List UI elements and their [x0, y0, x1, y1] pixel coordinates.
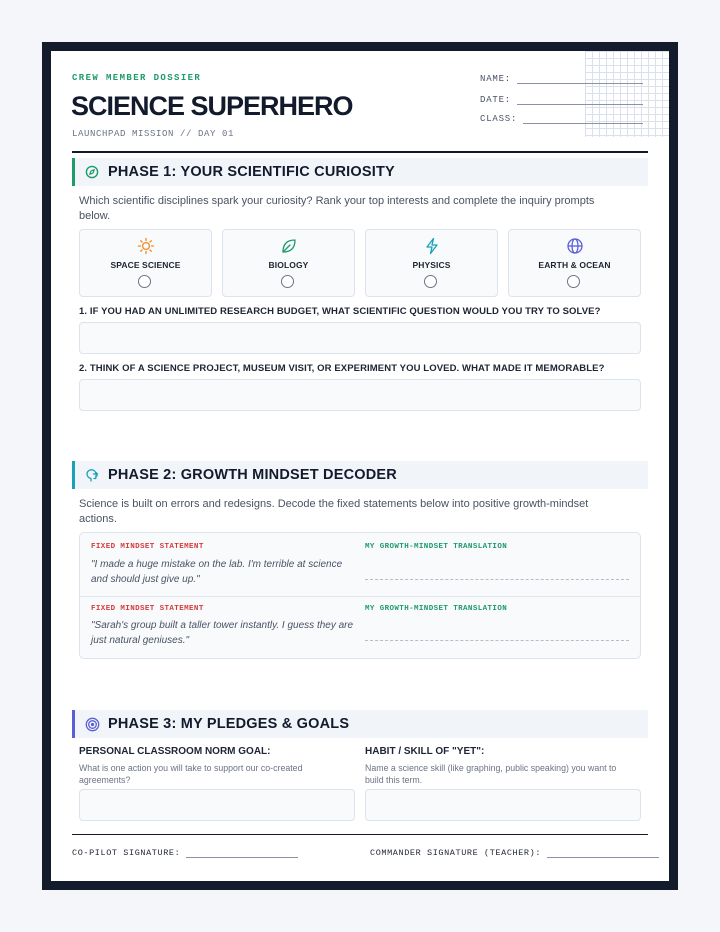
- interest-card-physics[interactable]: [365, 229, 498, 297]
- phase1-header: [72, 158, 648, 186]
- phase2-title: PHASE 2: GROWTH MINDSET DECODER: [108, 467, 397, 483]
- rank-radio[interactable]: [424, 275, 437, 288]
- commander-signature-field[interactable]: [370, 847, 659, 858]
- class-line[interactable]: [523, 113, 643, 124]
- habit-title: HABIT / SKILL OF "YET":: [365, 746, 485, 757]
- card-label: SPACE SCIENCE: [110, 260, 181, 270]
- footer-divider: [72, 834, 648, 835]
- fixed-label: FIXED MINDSET STATEMENT: [91, 543, 204, 551]
- phase3-header: [72, 710, 648, 738]
- worksheet: [51, 51, 669, 881]
- question-1: 1. IF YOU HAD AN UNLIMITED RESEARCH BUDGET, WHAT SCIENTIFIC QUESTION WOULD YOU TRY TO SOLVE?: [79, 306, 601, 317]
- interest-card-earth-ocean[interactable]: [508, 229, 641, 297]
- date-line[interactable]: [517, 94, 643, 105]
- growth-translation-line-1[interactable]: [365, 579, 629, 580]
- phase2-accent: [72, 461, 75, 489]
- phase1-intro: Which scientific disciplines spark your curiosity? Rank your top interests and complete the inquiry prompts below.: [79, 195, 595, 222]
- growth-label: MY GROWTH-MINDSET TRANSLATION: [365, 543, 508, 551]
- habit-prompt: Name a science skill (like graphing, public speaking) you want to build this term.: [365, 763, 617, 785]
- rank-radio[interactable]: [281, 275, 294, 288]
- compass-icon: [84, 164, 100, 180]
- card-label: PHYSICS: [412, 260, 451, 270]
- rank-radio[interactable]: [567, 275, 580, 288]
- habit-answer-box[interactable]: [365, 789, 641, 821]
- phase2-intro: Science is built on errors and redesigns. Decode the fixed statements below into positive growth-mindset actions.: [79, 498, 589, 525]
- growth-label: MY GROWTH-MINDSET TRANSLATION: [365, 605, 508, 613]
- card-label: BIOLOGY: [268, 260, 309, 270]
- interest-card-biology[interactable]: [222, 229, 355, 297]
- fixed-label: FIXED MINDSET STATEMENT: [91, 605, 204, 613]
- mindset-decoder: [79, 532, 641, 659]
- card-label: EARTH & OCEAN: [538, 260, 611, 270]
- date-field[interactable]: [480, 94, 643, 105]
- page-title: SCIENCE SUPERHERO: [71, 91, 353, 121]
- fixed-statement-1: "I made a huge mistake on the lab. I'm terrible at science and should just give up.": [91, 559, 343, 585]
- leaf-icon: [223, 237, 354, 255]
- brain-icon: [84, 467, 100, 483]
- phase2-header: [72, 461, 648, 489]
- phase1-title: PHASE 1: YOUR SCIENTIFIC CURIOSITY: [108, 164, 395, 180]
- class-field[interactable]: [480, 113, 643, 124]
- phase1-accent: [72, 158, 75, 186]
- answer-box-1[interactable]: [79, 322, 641, 354]
- date-label: DATE:: [480, 95, 512, 105]
- phase3-title: PHASE 3: MY PLEDGES & GOALS: [108, 716, 350, 732]
- page-frame: [42, 42, 678, 890]
- name-label: NAME:: [480, 74, 512, 84]
- name-field[interactable]: [480, 73, 643, 84]
- copilot-signature-label: CO-PILOT SIGNATURE:: [72, 848, 181, 858]
- dossier-eyebrow: CREW MEMBER DOSSIER: [72, 73, 202, 83]
- answer-box-2[interactable]: [79, 379, 641, 411]
- rank-radio[interactable]: [138, 275, 151, 288]
- fixed-statement-2: "Sarah's group built a taller tower instantly. I guess they are just natural geniuses.": [91, 620, 354, 646]
- goal-title: PERSONAL CLASSROOM NORM GOAL:: [79, 746, 271, 757]
- mission-subtitle: LAUNCHPAD MISSION // DAY 01: [72, 129, 235, 139]
- globe-icon: [509, 237, 640, 255]
- commander-signature-label: COMMANDER SIGNATURE (TEACHER):: [370, 848, 542, 858]
- growth-translation-line-2[interactable]: [365, 640, 629, 641]
- name-line[interactable]: [517, 73, 643, 84]
- copilot-signature-line[interactable]: [186, 847, 298, 858]
- commander-signature-line[interactable]: [547, 847, 659, 858]
- goal-answer-box[interactable]: [79, 789, 355, 821]
- sun-icon: [80, 237, 211, 255]
- row-divider: [80, 596, 640, 597]
- class-label: CLASS:: [480, 114, 518, 124]
- phase3-accent: [72, 710, 75, 738]
- target-icon: [84, 716, 100, 732]
- question-2: 2. THINK OF A SCIENCE PROJECT, MUSEUM VISIT, OR EXPERIMENT YOU LOVED. WHAT MADE IT MEMORABLE?: [79, 363, 605, 374]
- copilot-signature-field[interactable]: [72, 847, 298, 858]
- goal-prompt: What is one action you will take to support our co-created agreements?: [79, 763, 303, 785]
- header-divider: [72, 151, 648, 153]
- lightning-icon: [366, 237, 497, 255]
- interest-card-space-science[interactable]: [79, 229, 212, 297]
